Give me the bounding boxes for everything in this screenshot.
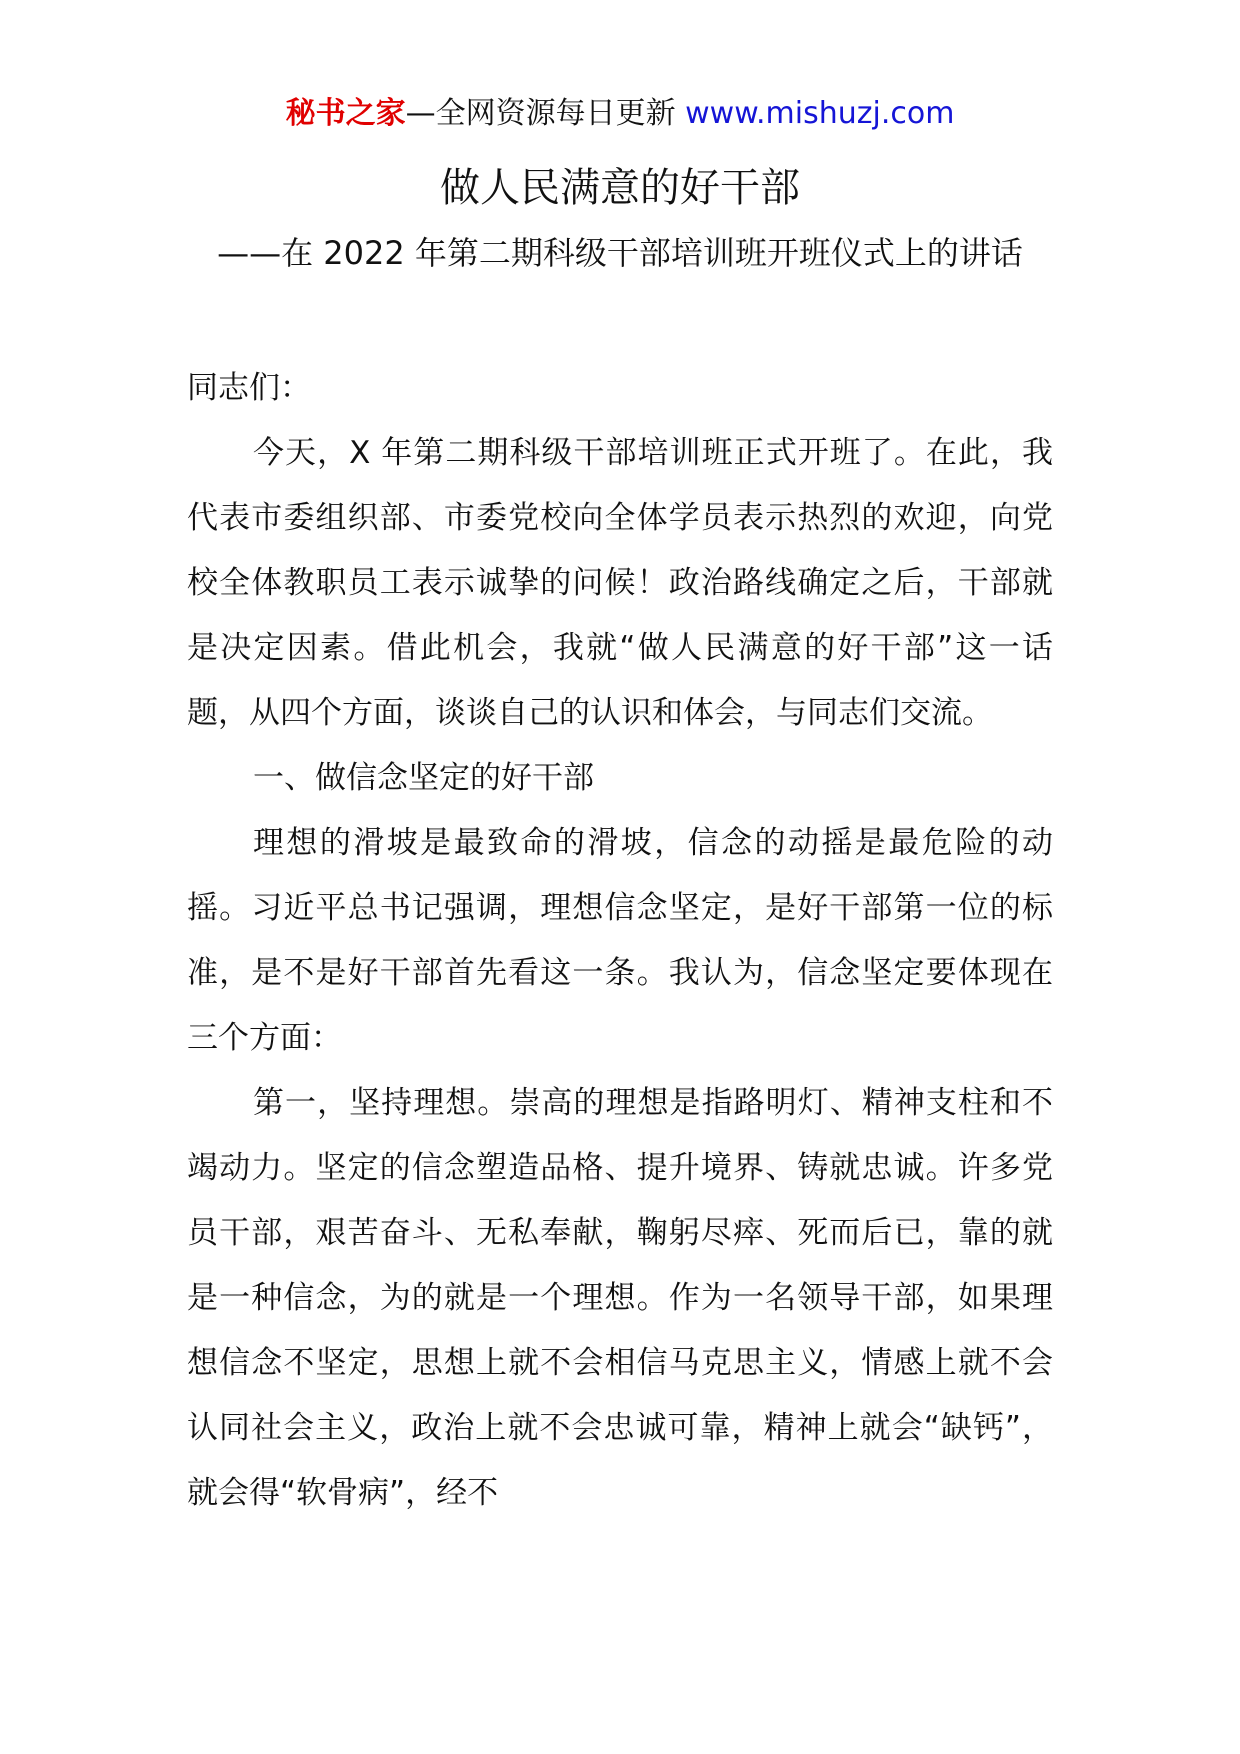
section-heading-1: 一、做信念坚定的好干部 bbox=[253, 760, 594, 796]
document-subtitle: ——在 2022 年第二期科级干部培训班开班仪式上的讲话 bbox=[217, 234, 1023, 272]
document-title: 做人民满意的好干部 bbox=[440, 165, 800, 211]
site-brand: 秘书之家 bbox=[285, 96, 406, 131]
salutation: 同志们： bbox=[187, 370, 311, 406]
paragraph-section-1-intro: 理想的滑坡是最致命的滑坡，信念的动摇是最危险的动摇。习近平总书记强调，理想信念坚定，是好干部第一位的标准，是不是好干部首先看这一条。我认为，信念坚定要体现在三个方面： bbox=[187, 825, 1053, 1056]
site-header bbox=[0, 94, 1240, 134]
document-body bbox=[187, 356, 1053, 1526]
site-tagline: —全网资源每日更新 bbox=[405, 96, 676, 131]
site-url-link[interactable]: www.mishuzj.com bbox=[685, 96, 955, 131]
paragraph-opening: 今天，X 年第二期科级干部培训班正式开班了。在此，我代表市委组织部、市委党校向全体学员表示热烈的欢迎，向党校全体教职员工表示诚挚的问候！政治路线确定之后，干部就是决定因素。借此机会，我就“做人民满意的好干部”这一话题，从四个方面，谈谈自己的认识和体会，与同志们交流。 bbox=[187, 435, 1053, 731]
paragraph-point-1: 第一，坚持理想。崇高的理想是指路明灯、精神支柱和不竭动力。坚定的信念塑造品格、提升境界、铸就忠诚。许多党员干部，艰苦奋斗、无私奉献，鞠躬尽瘁、死而后已，靠的就是一种信念，为的就是一个理想。作为一名领导干部，如果理想信念不坚定，思想上就不会相信马克思主义，情感上就不会认同社会主义，政治上就不会忠诚可靠，精神上就会“缺钙”，就会得“软骨病”，经不 bbox=[187, 1085, 1053, 1511]
